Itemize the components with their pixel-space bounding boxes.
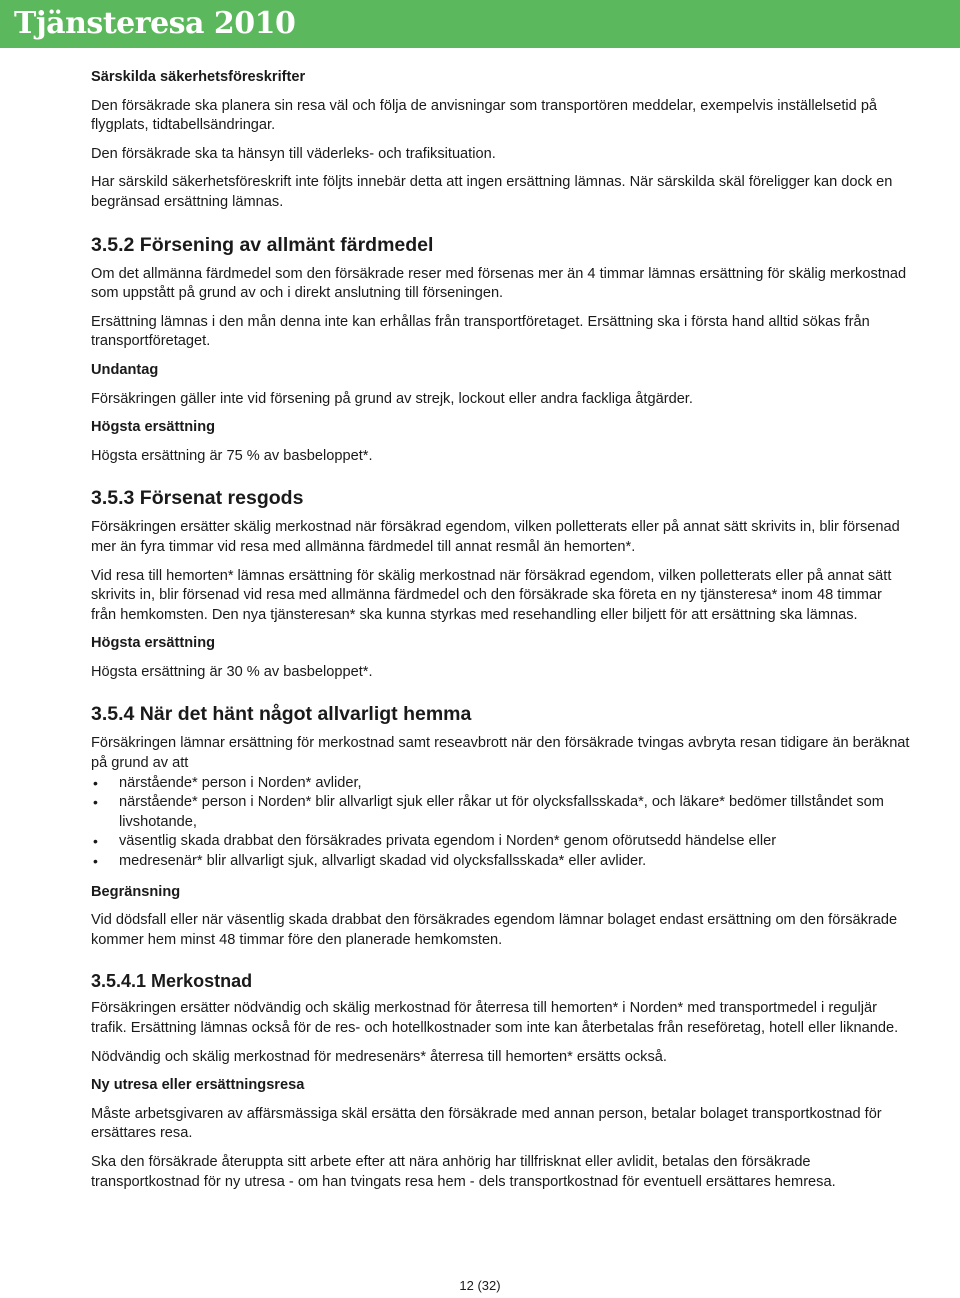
subheading-ny-utresa: Ny utresa eller ersättningsresa: [91, 1077, 305, 1094]
paragraph: Har särskild säkerhetsföreskrift inte följts innebär detta att ingen ersättning lämnas. När särskilda skäl föreligger kan dock en begränsad ersättning lämnas.: [91, 174, 893, 210]
paragraph: Ska den försäkrade återuppta sitt arbete efter att nära anhörig har tillfrisknat eller avlidit, betalas den försäkrade transportkostnad för ny utresa - om han tvingats resa hem - dels transportkostnad för eventuell ersättares hemresa.: [91, 1153, 836, 1190]
heading-3-5-2: 3.5.2 Försening av allmänt färdmedel: [91, 233, 434, 256]
bullet-icon: •: [93, 853, 98, 870]
subheading-hogsta-ersattning: Högsta ersättning: [91, 635, 216, 652]
paragraph: Måste arbetsgivaren av affärsmässiga skäl ersätta den försäkrade med annan person, betalar bolaget transportkostnad för ersättares resa.: [91, 1105, 882, 1142]
list-item: • väsentlig skada drabbat den försäkrades privata egendom i Norden* genom oförutsedd händelse eller: [91, 832, 911, 852]
subheading-hogsta-ersattning: Högsta ersättning: [91, 419, 216, 436]
section-heading-sakerhetsforeskrifter: Särskilda säkerhetsföreskrifter: [91, 69, 306, 85]
bullet-icon: •: [93, 833, 98, 850]
paragraph: Nödvändig och skälig merkostnad för medresenärs* återresa till hemorten* ersätts också.: [91, 1048, 667, 1065]
bullet-icon: •: [93, 774, 98, 791]
paragraph: Vid resa till hemorten* lämnas ersättning för skälig merkostnad när försäkrad egendom, vilken polletterats eller på annat sätt skrivits in, blir försenad vid resa med allmänna färdmedel och den försäkrade ska företa en ny tjänsteresa* inom 48 timmar från hemkomsten. Den nya tjänsteresan* ska kunna styrkas med resehandling eller biljett för att ersättning ska lämnas.: [91, 567, 892, 623]
paragraph: Ersättning lämnas i den mån denna inte kan erhållas från transportföretaget. Ersättning ska i första hand alltid sökas från transportföretaget.: [91, 313, 870, 350]
paragraph: Vid dödsfall eller när väsentlig skada drabbat den försäkrades egendom lämnar bolaget endast ersättning om den försäkrade kommer hem minst 48 timmar före den planerade hemkomsten.: [91, 912, 898, 948]
document-body: [91, 68, 911, 1201]
paragraph: Högsta ersättning är 30 % av basbeloppet*.: [91, 663, 373, 680]
paragraph: Försäkringen ersätter nödvändig och skälig merkostnad för återresa till hemorten* i Norden* med transportmedel i reguljär trafik. Ersättning lämnas också för de res- och hotellkostnader som inte kan återbetalas från reseföretag, hotell eller liknande.: [91, 1000, 899, 1036]
list-item: • närstående* person i Norden* avlider,: [91, 774, 911, 794]
heading-3-5-3: 3.5.3 Försenat resgods: [91, 487, 304, 510]
heading-3-5-4-1: 3.5.4.1 Merkostnad: [91, 971, 253, 992]
paragraph: Den försäkrade ska ta hänsyn till väderleks- och trafiksituation.: [91, 145, 496, 162]
bullet-list: [91, 774, 911, 872]
document-title: Tjänsteresa 2010: [14, 6, 296, 41]
list-item: • medresenär* blir allvarligt sjuk, allvarligt skadad vid olycksfallsskada* eller avlider.: [91, 852, 911, 872]
page-number: 12 (32): [459, 1278, 501, 1293]
paragraph: Försäkringen ersätter skälig merkostnad när försäkrad egendom, vilken polletterats eller på annat sätt skrivits in, blir försenad mer än fyra timmar vid resa med allmänna färdmedel till annat resmål än hemorten*.: [91, 519, 900, 555]
list-item: • närstående* person i Norden* blir allvarligt sjuk eller råkar ut för olycksfallsskada*, och läkare* bedömer tillståndet som livshotande,: [93, 794, 884, 830]
paragraph: Högsta ersättning är 75 % av basbeloppet*.: [91, 447, 373, 464]
paragraph: Försäkringen gäller inte vid försening på grund av strejk, lockout eller andra fackliga åtgärder.: [91, 390, 693, 407]
paragraph: Den försäkrade ska planera sin resa väl och följa de anvisningar som transportören meddelar, exempelvis inställelsetid på flygplats, tidtabellsändringar.: [91, 97, 878, 134]
subheading-begransning: Begränsning: [91, 883, 181, 900]
header-bar: [0, 0, 960, 48]
heading-3-5-4: 3.5.4 När det hänt något allvarligt hemma: [91, 703, 472, 726]
subheading-undantag: Undantag: [91, 361, 159, 378]
paragraph: Om det allmänna färdmedel som den försäkrade reser med försenas mer än 4 timmar lämnas ersättning för skälig merkostnad som uppstått på grund av och i direkt anslutning till förseningen.: [91, 265, 907, 302]
paragraph: Försäkringen lämnar ersättning för merkostnad samt reseavbrott när den försäkrade tvingas avbryta resan tidigare än beräknat på grund av att: [91, 735, 910, 772]
bullet-icon: •: [93, 794, 98, 811]
